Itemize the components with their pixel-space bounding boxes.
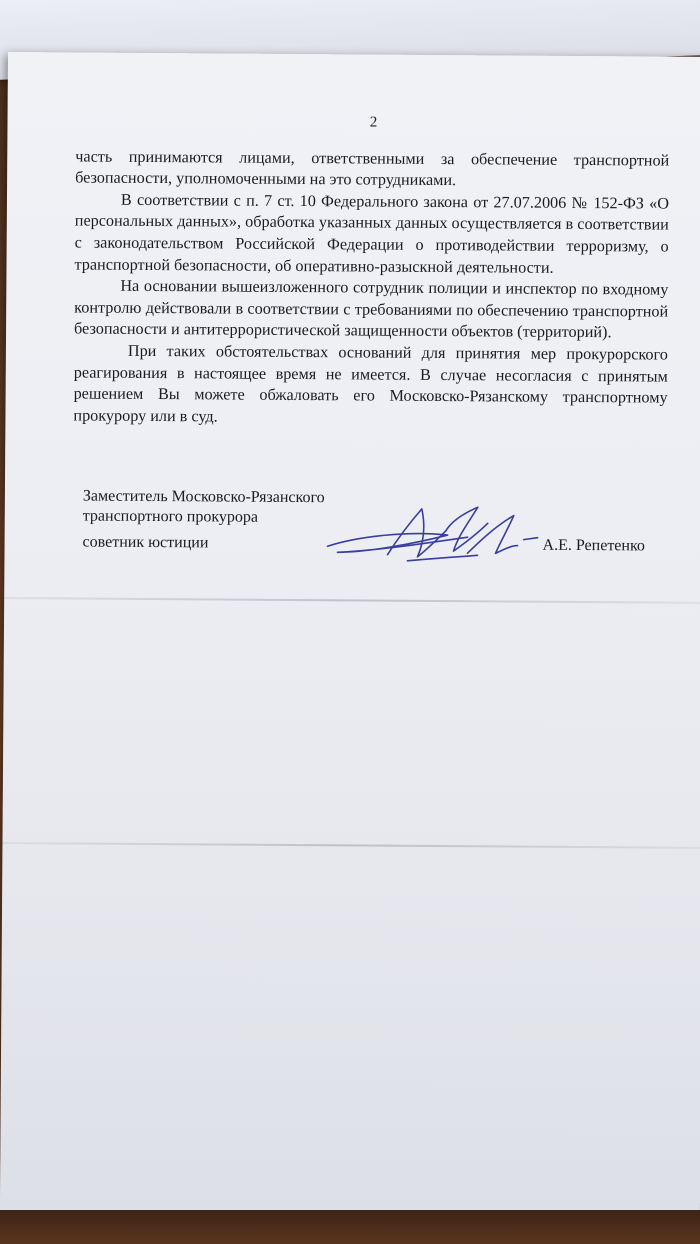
signatory-rank: советник юстиции xyxy=(82,533,209,552)
signatory-title-line-1: Заместитель Московско-Рязанского xyxy=(82,487,325,507)
paragraph-continuation: часть принимаются лицами, ответственными за обеспечение транспортной безопасности, уполномоченными на это сотрудниками. xyxy=(75,147,670,190)
signature-block xyxy=(82,487,673,555)
signatory-name: А.Е. Репетенко xyxy=(542,536,646,555)
paper-fold-line xyxy=(4,597,700,604)
signatory-title-line-2: транспортного прокурора xyxy=(82,507,259,526)
paragraph-personal-data-law: В соответствии с п. 7 ст. 10 Федерального закона от 27.07.2006 № 152-ФЗ «О персональных данных», обработка указанных данных осуществляется в соответствии с законодательством Российской Федерации о противодействии терроризму, о транспортной безопасности, об оперативно-разыскной деятельности. xyxy=(74,190,670,277)
paper-fold-line xyxy=(2,842,700,849)
paragraph-appeal: При таких обстоятельствах оснований для принятия мер прокурорского реагирования в настоящее время не имеется. В случае несогласия с принятым решением Вы можете обжаловать его Московско-Рязанскому транспортному прокурору или в суд. xyxy=(73,341,668,426)
letter-page xyxy=(0,52,700,1227)
handwritten-signature xyxy=(317,486,558,578)
page-number: 2 xyxy=(369,114,378,131)
letter-body xyxy=(73,110,669,430)
desk-surface xyxy=(0,1210,700,1244)
paragraph-conclusion: На основании вышеизложенного сотрудник полиции и инспектор по входному контролю действовали в соответствии с требованиями по обеспечению транспортной безопасности и антитеррористической защищенности объектов (территорий). xyxy=(74,276,669,342)
